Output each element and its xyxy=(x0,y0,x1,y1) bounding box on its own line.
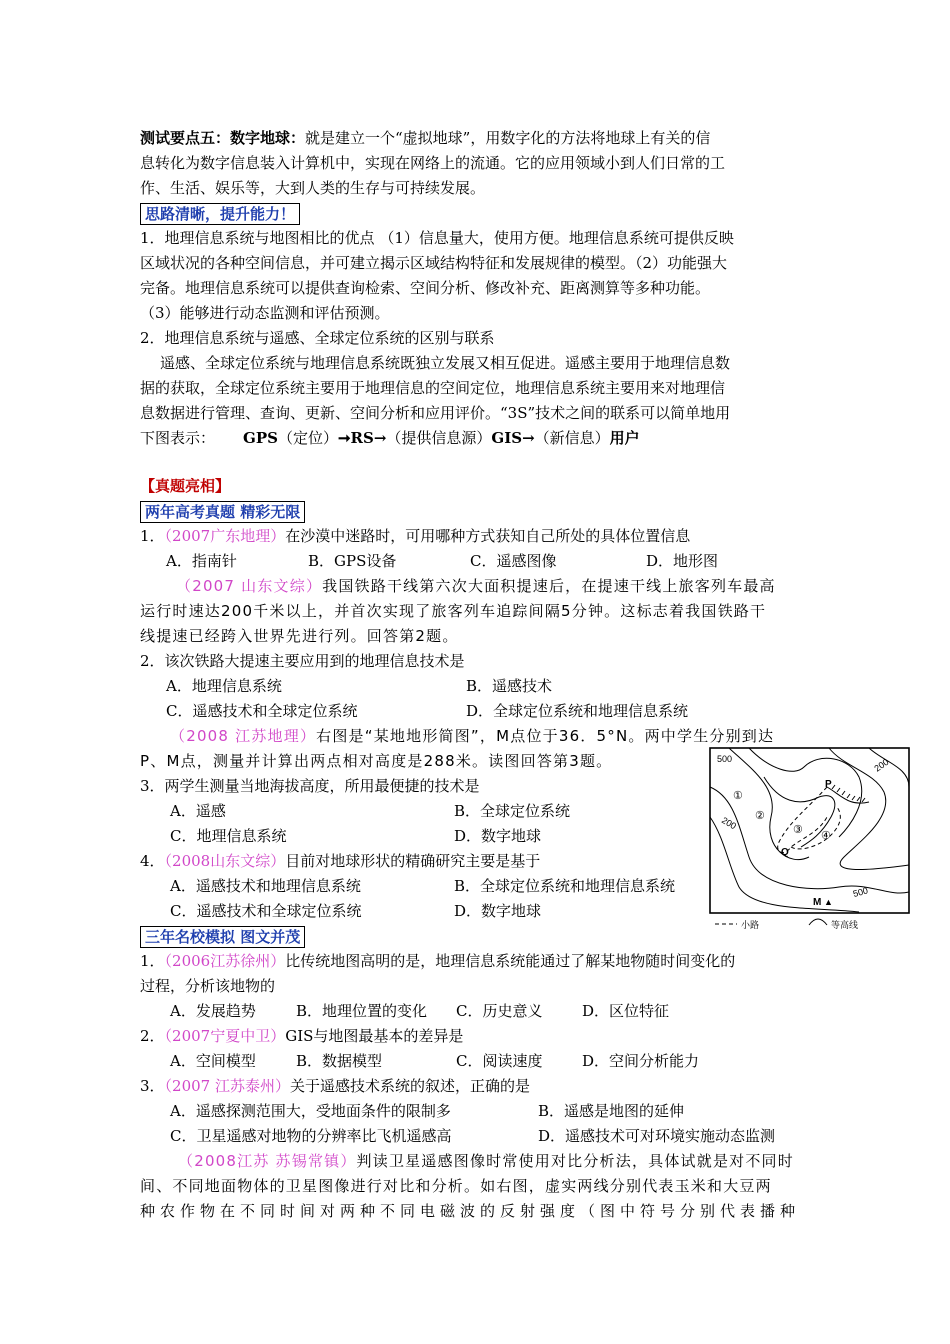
q4-options-ab: A．遥感技术和地理信息系统 B．全球定位系统和地理信息系统 xyxy=(170,877,676,895)
svg-text:小路: 小路 xyxy=(741,920,760,930)
r2-stem: 2．（2007宁夏中卫）GIS与地图最基本的差异是 xyxy=(140,1027,464,1045)
svg-text:500: 500 xyxy=(851,885,870,899)
q2-stem: 2．该次铁路大提速主要应用到的地理信息技术是 xyxy=(140,652,465,670)
q3-options-cd: C．地理信息系统 D．数字地球 xyxy=(170,827,542,845)
m3-line1: （2008 江苏地理）右图是“某地地形简图”，M点位于36．5°N。两中学生分别到达 xyxy=(170,727,775,745)
point1-line3: 完备。地理信息系统可以提供查询检索、空间分析、修改补充、距离测算等多种功能。 xyxy=(140,279,711,297)
point2-title: 2．地理信息系统与遥感、全球定位系统的区别与联系 xyxy=(140,329,495,347)
point2-line3: 息数据进行管理、查询、更新、空间分析和应用评价。“3S”技术之间的联系可以简单地用 xyxy=(140,404,731,422)
svg-text:Q: Q xyxy=(781,847,789,858)
svg-text:②: ② xyxy=(755,810,765,822)
svg-text:①: ① xyxy=(733,790,743,802)
point2-line1: 遥感、全球定位系统与地理信息系统既独立发展又相互促进。遥感主要用于地理信息数 xyxy=(160,354,731,372)
svg-text:500: 500 xyxy=(717,754,733,764)
section5-line1: 测试要点五：数字地球：就是建立一个“虚拟地球”，用数字化的方法将地球上有关的信 xyxy=(140,129,711,147)
section5-line3: 作、生活、娱乐等，大到人类的生存与可持续发展。 xyxy=(140,179,486,197)
m2-line1: （2007 山东文综）我国铁路干线第六次大面积提速后，在提速干线上旅客列车最高 xyxy=(176,577,776,595)
r4-line1: （2008江苏 苏锡常镇）判读卫星遥感图像时常使用对比分析法，具体试就是对不同时 xyxy=(178,1152,794,1170)
zhenti-title: 【真题亮相】 xyxy=(140,477,231,495)
q3-stem: 3．两学生测量当地海拔高度，所用最便捷的技术是 xyxy=(140,777,480,795)
r4-line2: 间、不同地面物体的卫星图像进行对比和分析。如右图，虚实两线分别代表玉米和大豆两 xyxy=(140,1177,772,1195)
r3-options-cd: C．卫星遥感对地物的分辨率比飞机遥感高 D．遥感技术可对环境实施动态监测 xyxy=(170,1127,776,1145)
r4-line3: 种农作物在不同时间对两种不同电磁波的反射强度（图中符号分别代表播种 xyxy=(140,1202,801,1220)
point2-line4: 下图表示： GPS（定位）➞RS→（提供信息源）GIS→（新信息）用户 xyxy=(140,429,640,447)
svg-text:200: 200 xyxy=(720,815,739,832)
header-thinking: 思路清晰，提升能力！ xyxy=(140,201,810,226)
svg-text:200: 200 xyxy=(872,756,891,774)
r1-options: A．发展趋势 B．地理位置的变化 C．历史意义 D．区位特征 xyxy=(170,1002,670,1020)
document-page xyxy=(140,126,810,1224)
r3-stem: 3．（2007 江苏泰州）关于遥感技术系统的叙述，正确的是 xyxy=(140,1077,531,1095)
q4-stem: 4．（2008山东文综）目前对地球形状的精确研究主要是基于 xyxy=(140,852,541,870)
svg-text:等高线: 等高线 xyxy=(831,920,859,930)
section5-line2: 息转化为数字信息装入计算机中，实现在网络上的流通。它的应用领域小到人们日常的工 xyxy=(140,154,726,172)
svg-text:▲: ▲ xyxy=(824,897,833,907)
section5-label: 测试要点五：数字地球： xyxy=(140,129,306,147)
svg-text:P: P xyxy=(825,779,832,790)
m3-line2: P、M点，测量并计算出两点相对高度是288米。读图回答第3题。 xyxy=(140,752,613,770)
q4-options-cd: C．遥感技术和全球定位系统 D．数字地球 xyxy=(170,902,542,920)
header-mock: 三年名校模拟 图文并茂 xyxy=(140,924,810,949)
q1-options: A．指南针 B．GPS设备 C．遥感图像 D．地形图 xyxy=(166,552,719,570)
terrain-map xyxy=(709,747,910,930)
q3-options-ab: A．遥感 B．全球定位系统 xyxy=(170,802,571,820)
q1-stem: 1．（2007广东地理）在沙漠中迷路时，可用哪种方式获知自己所处的具体位置信息 xyxy=(140,527,691,545)
r1-stem: 1．（2006江苏徐州）比传统地图高明的是，地理信息系统能通过了解某地物随时间变化的 xyxy=(140,952,736,970)
r3-options-ab: A．遥感探测范围大，受地面条件的限制多 B．遥感是地图的延伸 xyxy=(170,1102,685,1120)
point1-line4: （3）能够进行动态监测和评估预测。 xyxy=(140,304,390,322)
point1-line2: 区域状况的各种空间信息，并可建立揭示区域结构特征和发展规律的模型。（2）功能强大 xyxy=(140,254,728,272)
q2-options-cd: C．遥感技术和全球定位系统 D．全球定位系统和地理信息系统 xyxy=(166,702,689,720)
m2-line3: 线提速已经跨入世界先进行列。回答第2题。 xyxy=(140,627,459,645)
m2-line2: 运行时速达200千米以上，并首次实现了旅客列车追踪间隔5分钟。这标志着我国铁路干 xyxy=(140,602,767,620)
svg-text:③: ③ xyxy=(793,824,803,836)
point2-line2: 据的获取，全球定位系统主要用于地理信息的空间定位，地理信息系统主要用来对地理信 xyxy=(140,379,726,397)
header-gaokao: 两年高考真题 精彩无限 xyxy=(140,499,810,524)
svg-text:④: ④ xyxy=(821,830,831,842)
r2-options: A．空间模型 B．数据模型 C．阅读速度 D．空间分析能力 xyxy=(170,1052,700,1070)
q2-options-ab: A．地理信息系统 B．遥感技术 xyxy=(166,677,553,695)
svg-text:M: M xyxy=(813,897,822,908)
point1-line1: 1．地理信息系统与地图相比的优点 （1）信息量大，使用方便。地理信息系统可提供反映 xyxy=(140,229,734,247)
r1-stem2: 过程，分析该地物的 xyxy=(140,977,276,995)
